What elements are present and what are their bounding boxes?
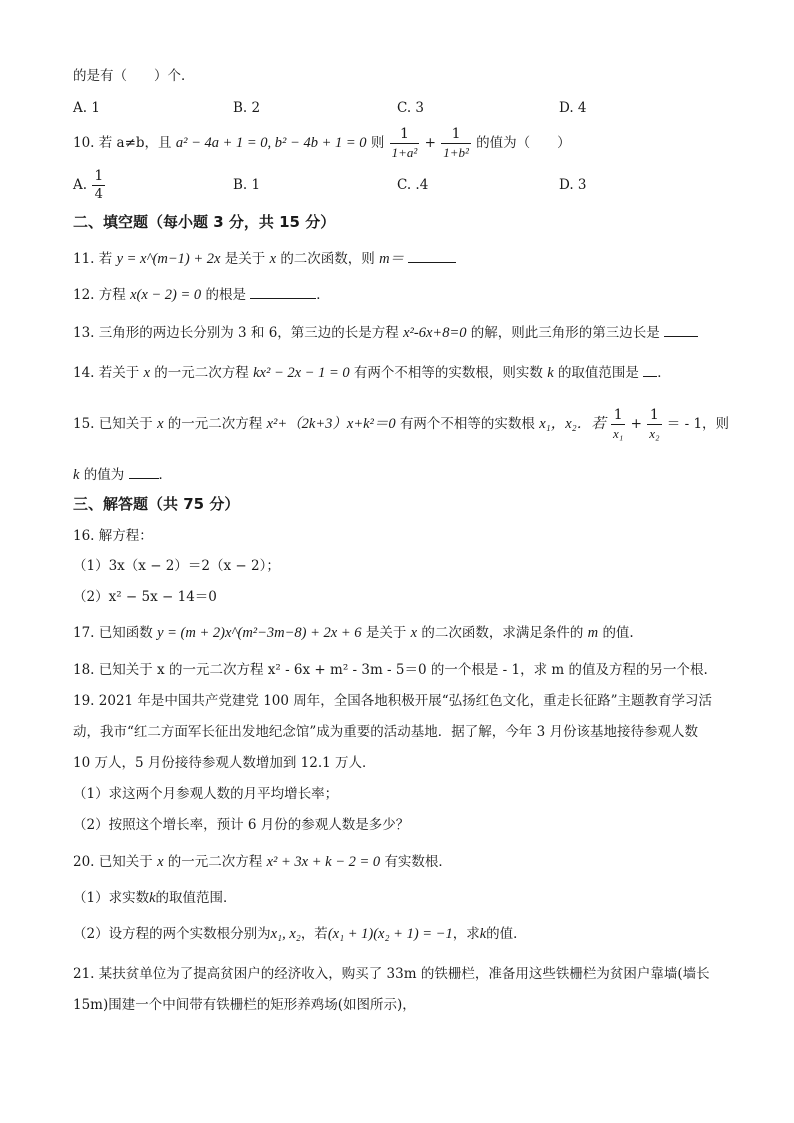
q10-suffix: 的值为（ ） [476, 135, 571, 151]
q10-option-d: D. 3 [559, 177, 587, 193]
q19-part-1: （1）求这两个月参观人数的月平均增长率； [73, 786, 339, 802]
q19-line-2: 动，我市“红二方面军长征出发地纪念馆”成为重要的活动基地．据了解，今年 3 月份该基地接待参观人数 [73, 724, 698, 740]
q10-option-a: A. $\frac{1}{4}$ [73, 168, 104, 202]
q9-option-a: A. 1 [73, 100, 100, 116]
q14-expression: kx² − 2x − 1 = 0 [253, 365, 350, 381]
q21-line-1: 21. 某扶贫单位为了提高贫困户的经济收入，购买了 33m 的铁栅栏，准备用这些铁栅栏为贫困户靠墙(墙长 [73, 966, 710, 982]
q10-option-b: B. 1 [233, 177, 261, 193]
q15-fraction-1: $\frac{1}{\text{x₁}}$ [613, 407, 624, 441]
q9-option-d: D. 4 [559, 100, 587, 116]
q10-equations: a² − 4a + 1 = 0, b² − 4b + 1 = 0 [175, 135, 367, 151]
q10-plus: + [424, 135, 436, 151]
q15-answer-blank[interactable] [129, 464, 159, 479]
question-18: 18. 已知关于 x 的一元二次方程 x² - 6x + m² - 3m - 5＝0 的一个根是 - 1，求 m 的值及方程的另一个根. [73, 662, 708, 678]
q10-fraction-1: $\frac{1}{\text{1+a²}}$ [391, 126, 418, 160]
section-2-heading: 二、填空题（每小题 3 分，共 15 分） [73, 213, 336, 231]
q9-tail: 的是有（ ）个． [73, 68, 195, 84]
question-17: 17. 已知函数 y = (m + 2)x^(m²−3m−8) + 2x + 6 是关于 x 的二次函数，求满足条件的 m 的值. [73, 625, 634, 641]
q15-expression: x²+（2k+3）x+k²＝0 [266, 416, 396, 432]
q19-line-3: 10 万人，5 月份接待参观人数增加到 12.1 万人． [73, 755, 376, 771]
q9-option-b: B. 2 [233, 100, 261, 116]
q17-expression: y = (m + 2)x^(m²−3m−8) + 2x + 6 [157, 625, 362, 641]
q16-part-1: （1）3x（x − 2）＝2（x − 2）； [73, 558, 280, 574]
section-3-heading: 三、解答题（共 75 分） [73, 495, 240, 513]
q20-part-2: （2）设方程的两个实数根分别为x₁, x₂，若(x₁ + 1)(x₂ + 1) = −1，求k的值． [73, 926, 527, 942]
q10-option-a-fraction: $\frac{1}{4}$ [94, 168, 104, 202]
question-15: 15. 已知关于 x 的一元二次方程 x²+（2k+3）x+k²＝0 有两个不相等的实数根 x₁，x₂．若 $\frac{1}{\text{x₁}}$ + $\frac{1}{\text{x₂}}$ ＝ - 1，则 [73, 407, 730, 441]
q20-expression: x² + 3x + k − 2 = 0 [266, 854, 381, 870]
q10-option-c: C. .4 [397, 177, 429, 193]
question-20: 20. 已知关于 x 的一元二次方程 x² + 3x + k − 2 = 0 有实数根． [73, 854, 452, 870]
question-11: 11. 若 y = x^(m−1) + 2x 是关于 x 的二次函数，则 m＝ [73, 248, 456, 269]
q20-condition: (x₁ + 1)(x₂ + 1) = −1 [327, 926, 453, 942]
q10-then: 则 [370, 135, 385, 151]
q19-line-1: 19. 2021 年是中国共产党建党 100 周年，全国各地积极开展“弘扬红色文化，重走长征路”主题教育学习活 [73, 693, 713, 709]
q10-prefix: 10. 若 a≠b，且 [73, 135, 172, 151]
q9-option-c: C. 3 [397, 100, 425, 116]
q16-part-2: （2）x² − 5x − 14＝0 [73, 589, 217, 605]
q11-answer-blank[interactable] [408, 248, 456, 263]
q16-title: 16. 解方程： [73, 528, 153, 544]
q13-expression: x²-6x+8=0 [403, 325, 467, 341]
question-12: 12. 方程 x(x − 2) = 0 的根是 ． [73, 284, 330, 305]
q21-line-2: 15m)围建一个中间带有铁栅栏的矩形养鸡场(如图所示)， [73, 997, 416, 1013]
question-10 [73, 124, 571, 162]
q14-answer-blank[interactable] [643, 362, 657, 377]
q11-expression: y = x^(m−1) + 2x [116, 251, 221, 267]
q10-fraction-2: $\frac{1}{\text{1+b²}}$ [443, 126, 469, 160]
q12-expression: x(x − 2) = 0 [130, 287, 202, 303]
question-15-line-2: k 的值为 ． [73, 464, 172, 485]
question-13: 13. 三角形的两边长分别为 3 和 6，第三边的长是方程 x²-6x+8=0 的解，则此三角形的第三边长是 [73, 322, 698, 343]
q13-answer-blank[interactable] [664, 322, 698, 337]
q20-part-1: （1）求实数k的取值范围． [73, 890, 237, 906]
q19-part-2: （2）按照这个增长率，预计 6 月份的参观人数是多少？ [73, 817, 410, 833]
q15-fraction-2: $\frac{1}{\text{x₂}}$ [649, 407, 660, 441]
q12-answer-blank[interactable] [250, 284, 316, 299]
question-14: 14. 若关于 x 的一元二次方程 kx² − 2x − 1 = 0 有两个不相等的实数根，则实数 k 的取值范围是 ． [73, 362, 671, 383]
